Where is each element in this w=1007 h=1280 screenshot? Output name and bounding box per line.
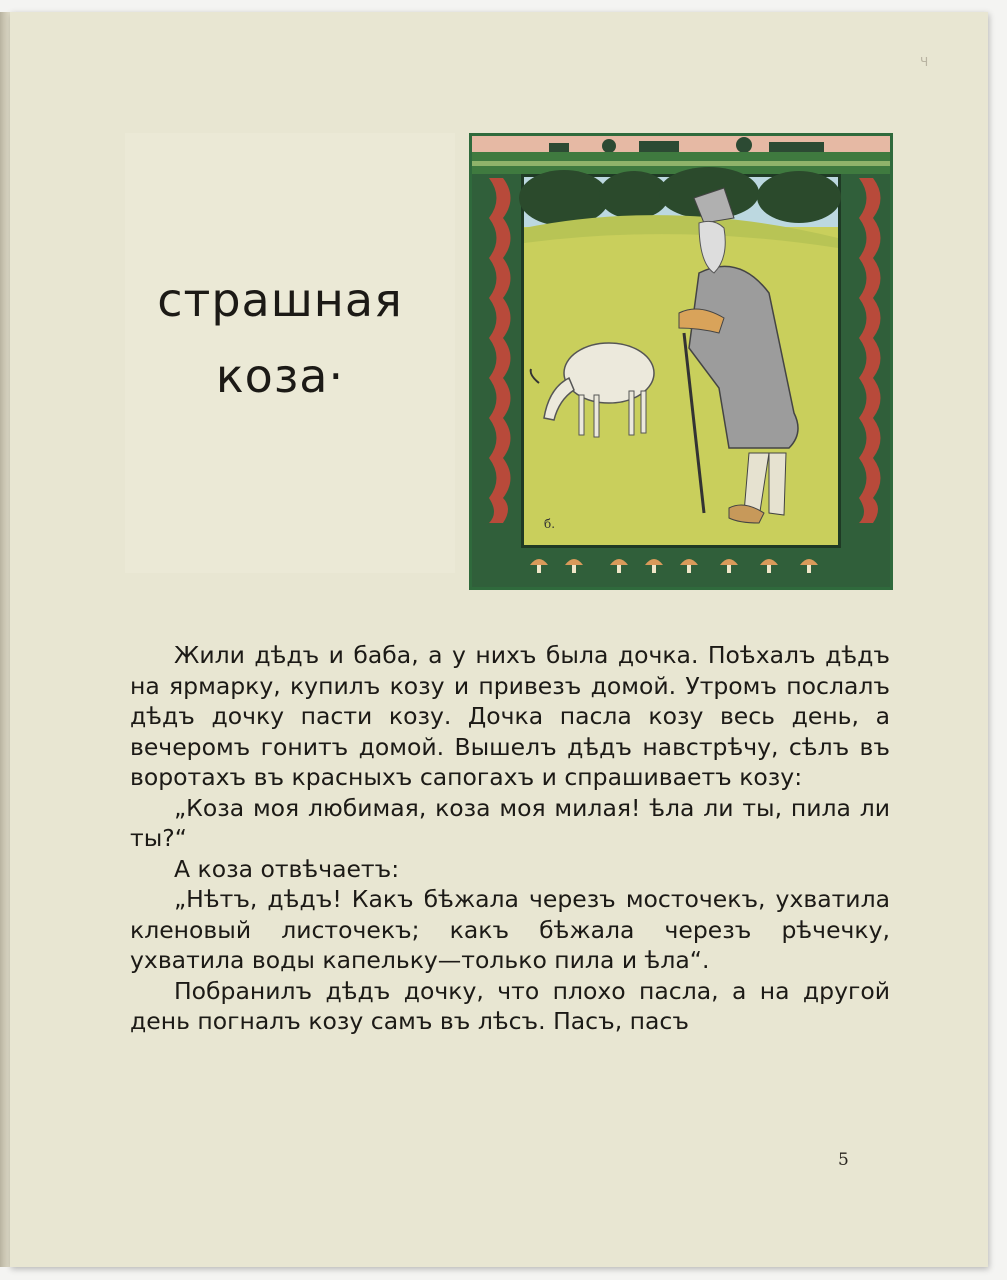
pencil-mark: Ч	[920, 55, 929, 69]
page-number: 5	[838, 1150, 849, 1170]
paragraph-5: Побранилъ дѣдъ дочку, что плохо пасла, а на другой день погналъ козу самъ въ лѣсъ. Пасъ, пасъ	[130, 976, 890, 1035]
paragraph-1: Жили дѣдъ и баба, а у нихъ была дочка. Поѣхалъ дѣдъ на ярмарку, купилъ козу и привезъ домой. Утромъ послалъ дѣдъ дочку пасти козу. Дочка пасла козу весь день, а вечеромъ гонитъ домой. Вышелъ дѣдъ навстрѣчу, сѣлъ въ воротахъ въ красныхъ сапогахъ и спрашиваетъ козу:	[130, 641, 890, 791]
paragraph-3: А коза отвѣчаетъ:	[174, 854, 400, 883]
paragraph-2: „Коза моя любимая, коза моя милая! ѣла ли ты, пила ли ты?“	[130, 793, 890, 852]
title-line-1: страшная	[157, 273, 403, 327]
illustration-old-man-and-goat	[469, 133, 893, 590]
paragraph-4: „Нѣтъ, дѣдъ! Какъ бѣжала черезъ мосточекъ, ухватила кленовый листочекъ; какъ бѣжала черезъ рѣчечку, ухватила воды капельку—только пила и ѣла“.	[130, 885, 890, 974]
story-title	[140, 262, 420, 414]
title-line-2: коза·	[215, 349, 345, 403]
story-text	[130, 640, 890, 1037]
illustration-signature: б.	[544, 517, 556, 531]
